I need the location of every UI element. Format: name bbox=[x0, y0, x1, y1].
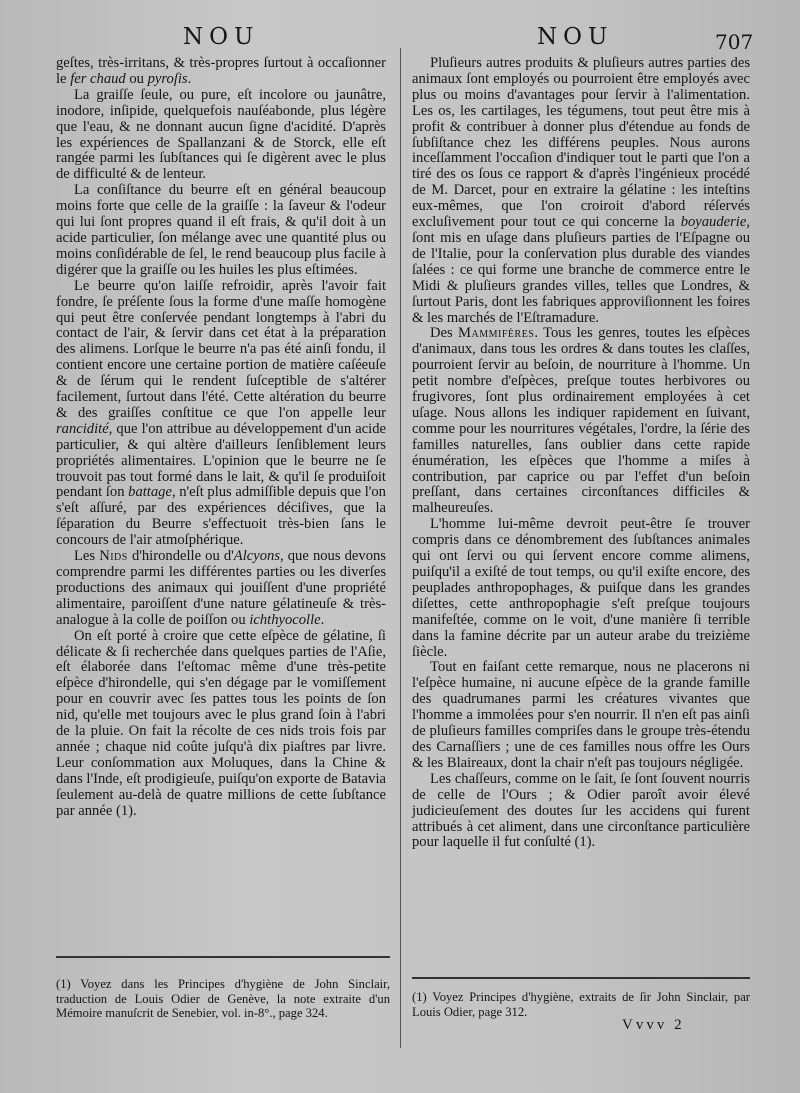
column-divider bbox=[400, 48, 401, 1048]
header-left-word: NOU bbox=[183, 24, 260, 50]
text-run: , n'eſt plus admiſſible depuis que l'on s'eſt aſſuré, par des expériences déciſives, que la ſéparation du Beurre s'effectuoit très-bien ſans le concours de l'air atmoſphérique. bbox=[56, 484, 386, 549]
text-run: . bbox=[187, 70, 192, 87]
text-run: . bbox=[320, 611, 325, 628]
paragraph bbox=[412, 517, 750, 660]
header-right-word: NOU bbox=[537, 24, 614, 50]
text-run: Les chaſſeurs, comme on le ſait, ſe ſont ſouvent nourris de celle de l'Ours ; & Odier paroît avoir élevé judicieuſement des doutes ſur les accidens qui furent attribués à cet aliment, dans une circonſtance particulière pour laquelle il fut conſulté (1). bbox=[412, 770, 750, 851]
italic-term: battage bbox=[128, 484, 172, 501]
paragraph bbox=[56, 549, 386, 629]
italic-term: boyauderie bbox=[680, 214, 747, 231]
text-run: On eſt porté à croire que cette eſpèce de gélatine, ſi délicate & ſi recherchée dans quelques parties de l'Aſie, eſt élaborée dans l'eſtomac même d'une très-petite eſpèce d'hirondelle, qui s'en dégage par le vomiſſement pour en couvrir avec ſes pattes tous les points de ſon nid, qu'elle met toujours avec le plus grand ſoin à l'abri de la pluie. On fait la récolte de ces nids trois fois par année ; chaque nid coûte juſqu'à dix piaſtres par livre. Leur conſommation aux Moluques, dans la Chine & dans l'Inde, eſt prodigieuſe, puiſqu'on exporte de Batavia ſeulement au-delà de quatre millions de cette ſubſtance par année (1). bbox=[56, 627, 386, 819]
text-run: La conſiſtance du beurre eſt en général beaucoup moins forte que celle de la graiſſe : la ſaveur & l'odeur qui lui ſont propres quand il eſt frais, & qu'il doit à un acide particulier, ſon mélange avec une quantité plus ou moins conſidérable de ſel, le rend beaucoup plus facile à digérer que la graiſſe ou les huiles les plus eſtimées. bbox=[56, 182, 386, 278]
paragraph bbox=[56, 279, 386, 549]
text-run: geſtes, très-irritans, & très-propres ſurtout à occaſionner le bbox=[56, 55, 386, 87]
small-caps-term: Nids bbox=[99, 548, 128, 565]
right-footnote-rule bbox=[412, 977, 750, 979]
text-run: , que l'on attribue au développement d'un acide particulier, & qui altère d'ailleurs ſenſiblement leurs propriétés alimentaires. L'opinion que le beurre ne ſe trouvoit pas tout formé dans le lait, & qu'il ſe produiſoit pendant ſon bbox=[56, 420, 386, 501]
italic-term: Alcyons bbox=[233, 548, 280, 565]
paragraph bbox=[412, 772, 750, 852]
paragraph bbox=[56, 88, 386, 183]
paragraph bbox=[412, 56, 750, 326]
signature-mark: Vvvv 2 bbox=[622, 1017, 685, 1033]
left-footnote: (1) Voyez dans les Principes d'hygiène de John Sinclair, traduction de Louis Odier de Genève, la note extraite d'un Mémoire manuſcrit de Senebier, vol. in-8°., page 324. bbox=[56, 977, 390, 1020]
text-run: d'hirondelle ou d' bbox=[127, 548, 234, 565]
paragraph bbox=[56, 629, 386, 820]
text-run: Tout en faiſant cette remarque, nous ne placerons ni l'eſpèce humaine, ni aucune eſpèce de la grande famille des quadrumanes parmi les créatures vivantes que l'homme a immolées pour s'en nourrir. Il n'en eſt pas ainſi de pluſieurs familles compriſes dans le groupe très-étendu des Carnaſſiers ; une de ces familles nous offre les Ours & les Blaireaux, dont la chair n'eſt pas toujours négligée. bbox=[412, 659, 750, 771]
text-run: ou bbox=[125, 70, 148, 87]
text-run: Les bbox=[74, 548, 100, 565]
left-footnote-rule bbox=[56, 956, 390, 958]
paragraph bbox=[56, 56, 386, 88]
right-footnote: (1) Voyez Principes d'hygiène, extraits de ſir John Sinclair, par Louis Odier, page 312. bbox=[412, 990, 750, 1019]
text-run: , que nous devons comprendre parmi les différentes parties ou les diverſes productions des animaux qui jouiſſent d'une propriété alimentaire, paroiſſent d'une nature gélatineuſe & très-analogue à la colle de poiſſon ou bbox=[56, 548, 386, 628]
italic-term: ichthyocolle bbox=[249, 611, 321, 628]
right-column bbox=[412, 56, 750, 851]
text-run: Pluſieurs autres produits & pluſieurs autres parties des animaux ſont employés ou pourroient être employés avec plus ou moins d'avantages pour ſervir à l'alimentation. Les os, les cartilages, les tégumens, tout peut être mis à profit & contribuer à donner plus d'étendue au fonds de ſubſiſtance chez les différens peuples. Nous aurons inceſſamment l'occaſion d'indiquer tout le parti que l'on a tiré des os ſous ce rapport & d'après l'ingénieux procédé de M. Darcet, pour en extraire la gélatine : les inteſtins eux-mêmes, que l'on croiroit d'abord réſervés excluſivement pour tout ce qui concerne la bbox=[412, 55, 750, 231]
paragraph bbox=[56, 183, 386, 278]
italic-term: rancidité bbox=[56, 420, 109, 437]
small-caps-term: Mammifères bbox=[458, 325, 535, 342]
left-column bbox=[56, 56, 386, 820]
text-run: Des bbox=[430, 325, 459, 342]
page-number: 707 bbox=[715, 30, 754, 54]
text-run: . Tous les genres, toutes les eſpèces d'animaux, dans tous les ordres & dans toutes les claſſes, pourroient ſervir au beſoin, de nourriture à l'homme. Un petit nombre d'eſpèces, preſque toutes herbivores ou frugivores, ſont plus ordinairement employées à cet uſage. Nous allons les indiquer rapidement en ſuivant, comme pour les nourritures végétales, l'ordre, la ſérie des familles naturelles, ſans oublier dans cette rapide énumération, les eſpèces que l'homme a miſes à contribution, par caprice ou par l'effet d'un beſoin preſſant, dans certaines circonſtances difficiles & malheureuſes. bbox=[412, 325, 750, 517]
paragraph bbox=[412, 660, 750, 771]
paragraph bbox=[412, 326, 750, 517]
italic-term: pyroſis bbox=[147, 70, 188, 87]
text-run: Le beurre qu'on laiſſe refroidir, après l'avoir fait fondre, ſe préſente ſous la forme d'une maſſe homogène qui peut être conſervée pendant longtemps à l'abri du contact de l'air, & ſervir dans cet état à la préparation des alimens. Lorſque le beurre n'a pas été ainſi fondu, il contient encore une certaine portion de matière caſéeuſe & de ſérum qui le rendent ſuſceptible de s'altérer facilement, ſurtout dans l'été. Cette altération du beurre & des graiſſes conſtitue ce que l'on appelle leur bbox=[56, 277, 386, 421]
text-run: La graiſſe ſeule, ou pure, eſt incolore ou jaunâtre, inodore, inſipide, quelquefois nauſéabonde, plus légère que l'eau, & ne donnant aucun ſigne d'acidité. D'après les expériences de Spallanzani & de Storck, elle eſt rangée parmi les ſubſtances qui ſe digèrent avec le plus de difficulté & de lenteur. bbox=[56, 86, 386, 183]
text-run: L'homme lui-même devroit peut-être ſe trouver compris dans ce dénombrement des ſubſtances animales qui ont ſervi ou qui ſervent encore comme alimens, puiſqu'il a exiſté de tout temps, ou qu'il exiſte encore, des peuplades anthropophages, & puiſque dans les grandes diſettes, cette anthropophagie s'eſt preſque toujours manifeſtée, comme on le voit, d'une manière ſi terrible dans la famine décrite par un auteur arabe du treizième ſiècle. bbox=[412, 516, 750, 660]
italic-term: fer chaud bbox=[70, 70, 126, 87]
text-run: , ſont mis en uſage dans pluſieurs parties de l'Eſpagne ou de l'Italie, pour la conſervation plus durable des viandes ſalées : ce qui forme une branche de commerce entre le Midi & pluſieurs grandes villes, telles que Londres, & ſurtout Paris, dont les fabriques approviſionnent les foires & les marchés de l'Eſtramadure. bbox=[412, 214, 750, 326]
